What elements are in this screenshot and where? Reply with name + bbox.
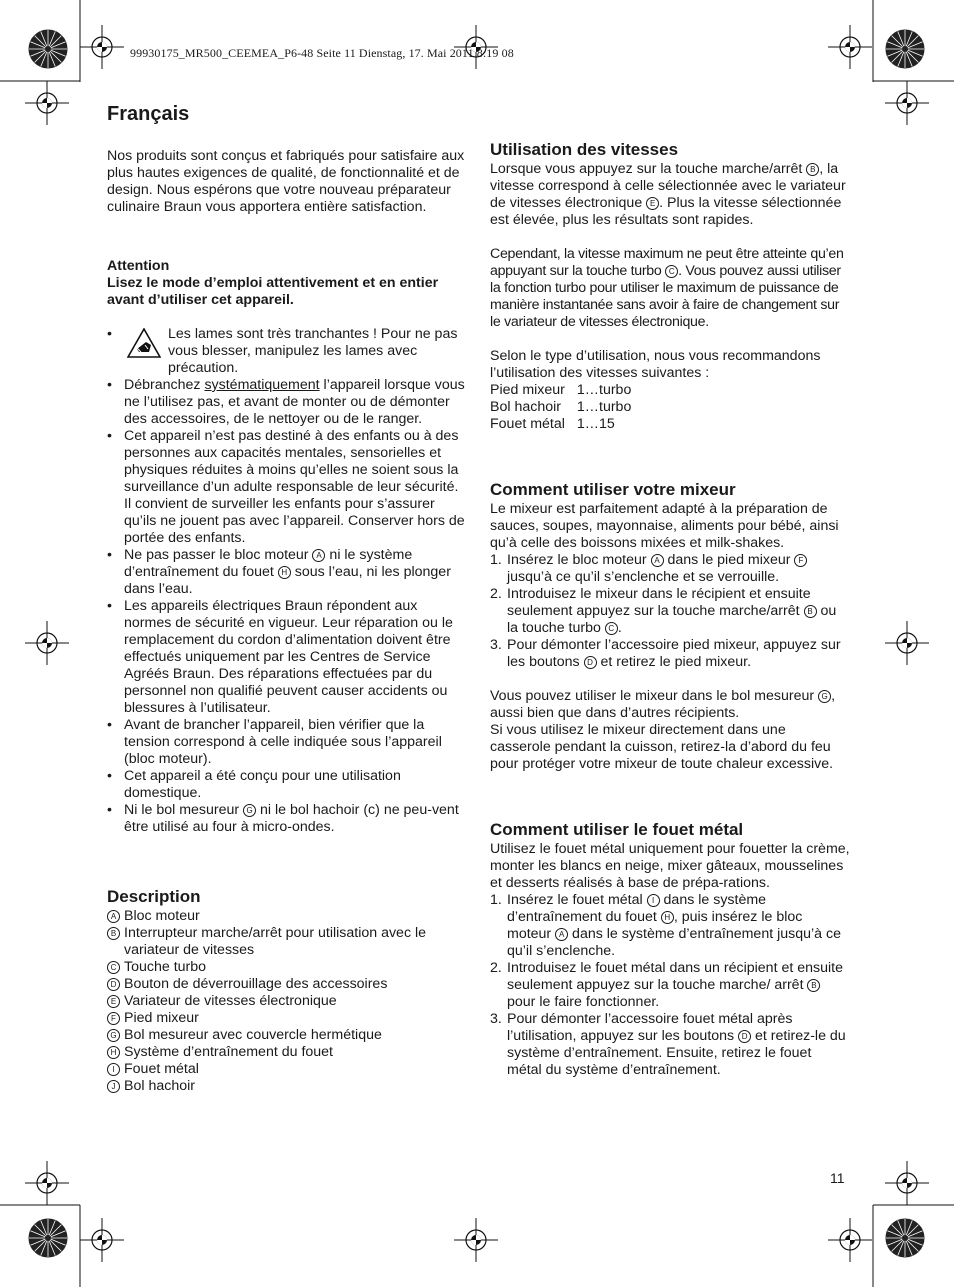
text: jusqu’à ce qu’il s’enclenche et se verrouille. bbox=[507, 569, 780, 585]
description-text: Interrupteur marche/arrêt pour utilisation avec le variateur de vitesses bbox=[124, 925, 427, 958]
safety-text: Cet appareil n’est pas destiné à des enfants ou à des personnes aux capacités mentales, sensorielles et physiques réduites à moins qu’elles ne soient sous la surveillance d’un adulte responsable de leur sécurité. bbox=[124, 428, 459, 495]
text: , aussi bien que dans d’autres récipients. bbox=[490, 688, 836, 721]
description-text: Variateur de vitesses électronique bbox=[124, 993, 337, 1009]
speed-row bbox=[490, 416, 631, 433]
safety-text: Avant de brancher l’appareil, bien vérifier que la tension correspond à celle indiquée sous l’appareil (bloc moteur). bbox=[124, 717, 442, 767]
description-list bbox=[107, 908, 467, 1095]
letter-b-marker: B bbox=[807, 979, 820, 992]
letter-h-marker: H bbox=[661, 911, 674, 924]
text: , la vitesse correspond à celle sélectionnée avec le variateur de vitesses électronique bbox=[490, 161, 846, 211]
letter-marker: G bbox=[107, 1029, 120, 1042]
text: Introduisez le fouet métal dans un récipient et ensuite seulement appuyez sur la touche marche/ arrêt bbox=[507, 960, 843, 993]
letter-b-marker: B bbox=[806, 163, 819, 176]
safety-text: Les appareils électriques Braun répondent aux normes de sécurité en vigueur. Leur réparation ou le remplacement du cordon d’alimentation doivent être effectués uniquement par les Centres de Service Agréés Braun. Des réparations effectuées par du personnel non qualifié peuvent causer accidents ou blessures à l’utilisateur. bbox=[124, 598, 453, 716]
letter-marker: H bbox=[107, 1046, 120, 1059]
description-item bbox=[107, 1061, 467, 1078]
speed-range: 1…turbo bbox=[576, 382, 632, 398]
text: dans le système d’entraînement jusqu’à ce qu’il s’enclenche. bbox=[507, 926, 841, 959]
description-item bbox=[107, 1027, 467, 1044]
letter-marker: J bbox=[107, 1080, 120, 1093]
mixer-steps bbox=[490, 552, 850, 671]
safety-item-water bbox=[107, 547, 467, 598]
mixer-step-3 bbox=[490, 637, 850, 671]
safety-item-repairs bbox=[107, 598, 467, 717]
safety-text: l’appareil lorsque vous ne l’utilisez pas, et avant de monter ou de démonter des accessoires, de le nettoyer ou de le ranger. bbox=[124, 377, 465, 427]
description-text: Pied mixeur bbox=[124, 1010, 199, 1026]
page-number: 11 bbox=[830, 1170, 845, 1186]
text: , puis insérez le bloc moteur bbox=[507, 909, 803, 942]
mixer-step-1 bbox=[490, 552, 850, 586]
safety-item-voltage bbox=[107, 717, 467, 768]
description-item bbox=[107, 1010, 467, 1027]
description-item bbox=[107, 976, 467, 993]
letter-g-marker: G bbox=[818, 690, 831, 703]
description-text: Fouet métal bbox=[124, 1061, 199, 1077]
letter-marker: D bbox=[107, 978, 120, 991]
letter-marker: E bbox=[107, 995, 120, 1008]
description-item bbox=[107, 1044, 467, 1061]
description-text: Bol mesureur avec couvercle hermétique bbox=[124, 1027, 382, 1043]
safety-list bbox=[107, 326, 467, 836]
letter-d-marker: D bbox=[738, 1030, 751, 1043]
safety-text: Débranchez bbox=[124, 377, 205, 393]
page-title: Français bbox=[107, 103, 190, 125]
letter-b-marker: B bbox=[804, 605, 817, 618]
description-item bbox=[107, 925, 467, 959]
speed-range: 1…turbo bbox=[576, 399, 632, 415]
description-item bbox=[107, 959, 467, 976]
letter-a-marker: A bbox=[555, 928, 568, 941]
letter-f-marker: F bbox=[794, 554, 807, 567]
description-text: Bloc moteur bbox=[124, 908, 200, 924]
speed-accessory: Bol hachoir bbox=[490, 399, 561, 415]
speed-accessory: Fouet métal bbox=[490, 416, 565, 432]
text: Vous pouvez utiliser le mixeur dans le bol mesureur bbox=[490, 688, 819, 704]
step-number: 2. bbox=[490, 960, 502, 976]
safety-text: ni le système d’entraînement du fouet bbox=[124, 547, 413, 580]
right-column bbox=[490, 139, 850, 1079]
safety-text: Ni le bol mesureur bbox=[124, 802, 244, 818]
whisk-steps bbox=[490, 892, 850, 1079]
description-item bbox=[107, 993, 467, 1010]
safety-item-children bbox=[107, 428, 467, 547]
text: Lorsque vous appuyez sur la touche marche/arrêt bbox=[490, 161, 807, 177]
text: . bbox=[617, 620, 622, 636]
description-item bbox=[107, 1078, 467, 1095]
letter-marker: C bbox=[107, 961, 120, 974]
left-column bbox=[107, 100, 467, 1095]
letter-a-marker: A bbox=[312, 549, 325, 562]
letter-c-marker: C bbox=[605, 622, 618, 635]
sharp-blades-warning-icon bbox=[127, 328, 161, 358]
letter-c-marker: C bbox=[665, 265, 678, 278]
safety-text: ni le bol hachoir (c) ne peu-vent être utilisé au four à micro-ondes. bbox=[124, 802, 459, 835]
speed-table bbox=[490, 382, 631, 433]
step-number: 3. bbox=[490, 1011, 502, 1027]
description-item bbox=[107, 908, 467, 925]
whisk-step-2 bbox=[490, 960, 850, 1011]
safety-text: Ne pas passer le bloc moteur bbox=[124, 547, 313, 563]
whisk-step-1 bbox=[490, 892, 850, 960]
speeds-paragraph-1 bbox=[490, 161, 850, 229]
safety-item-microwave bbox=[107, 802, 467, 836]
letter-g-marker: G bbox=[243, 804, 256, 817]
step-number: 1. bbox=[490, 552, 502, 568]
speeds-title: Utilisation des vitesses bbox=[490, 140, 679, 159]
text: et retirez le pied mixeur. bbox=[596, 654, 752, 670]
mixer-step-2 bbox=[490, 586, 850, 637]
text: ou la touche turbo bbox=[507, 603, 837, 636]
description-text: Bouton de déverrouillage des accessoires bbox=[124, 976, 388, 992]
whisk-intro: Utilisez le fouet métal uniquement pour fouetter la crème, monter les blancs en neige, mixer gâteaux, mousselines et desserts réalisés à base de prépa-rations. bbox=[490, 841, 850, 891]
letter-marker: A bbox=[107, 910, 120, 923]
safety-text: sous l’eau, ni les plonger dans l’eau. bbox=[124, 564, 451, 597]
text: Pour démonter l’accessoire fouet métal après l’utilisation, appuyez sur les boutons bbox=[507, 1011, 793, 1044]
description-text: Bol hachoir bbox=[124, 1078, 195, 1094]
letter-marker: I bbox=[107, 1063, 120, 1076]
attention-text: Lisez le mode d’emploi attentivement et en entier avant d’utiliser cet appareil. bbox=[107, 275, 439, 308]
text: dans le système d’entraînement du fouet bbox=[507, 892, 767, 925]
letter-i-marker: I bbox=[647, 894, 660, 907]
text: et retirez-le du système d’entraînement. Ensuite, retirez le fouet métal du système d’entraînement. bbox=[507, 1028, 846, 1078]
text: Insérez le bloc moteur bbox=[507, 552, 651, 568]
attention-title: Attention bbox=[107, 258, 170, 274]
speed-row bbox=[490, 399, 631, 416]
mixer-paragraph-3: Si vous utilisez le mixeur directement dans une casserole pendant la cuisson, retirez-la d’abord du feu pour protéger votre mixeur de toute chaleur excessive. bbox=[490, 722, 834, 772]
step-number: 3. bbox=[490, 637, 502, 653]
safety-text: Cet appareil a été conçu pour une utilisation domestique. bbox=[124, 768, 401, 801]
safety-text: Il convient de surveiller les enfants pour s’assurer qu’ils ne jouent pas avec l’appareil. Conserver hors de portée des enfants. bbox=[124, 496, 465, 546]
text: pour le faire fonctionner. bbox=[507, 994, 660, 1010]
speeds-paragraph-2 bbox=[490, 246, 850, 331]
letter-h-marker: H bbox=[278, 566, 291, 579]
whisk-title: Comment utiliser le fouet métal bbox=[490, 820, 744, 839]
letter-marker: B bbox=[107, 927, 120, 940]
letter-a-marker: A bbox=[651, 554, 664, 567]
text: Introduisez le mixeur dans le récipient et ensuite seulement appuyez sur la touche marche/arrêt bbox=[507, 586, 811, 619]
speed-row bbox=[490, 382, 631, 399]
description-text: Système d’entraînement du fouet bbox=[124, 1044, 333, 1060]
safety-item-blades bbox=[107, 326, 467, 377]
letter-e-marker: E bbox=[646, 197, 659, 210]
text: Pour démonter l’accessoire pied mixeur, appuyez sur les boutons bbox=[507, 637, 841, 670]
text: dans le pied mixeur bbox=[663, 552, 795, 568]
safety-underlined-word: systématiquement bbox=[204, 377, 320, 393]
mixer-intro: Le mixeur est parfaitement adapté à la préparation de sauces, soupes, mayonnaise, aliments pour bébé, ainsi qu’à celle des boissons mixées et milk-shakes. bbox=[490, 501, 839, 551]
description-title: Description bbox=[107, 887, 201, 906]
mixer-title: Comment utiliser votre mixeur bbox=[490, 480, 736, 499]
safety-item-unplug bbox=[107, 377, 467, 428]
description-text: Touche turbo bbox=[124, 959, 207, 975]
text: Cependant, la vitesse maximum ne peut être atteinte qu’en appuyant sur la touche turbo bbox=[490, 246, 844, 279]
step-number: 1. bbox=[490, 892, 502, 908]
intro-paragraph: Nos produits sont conçus et fabriqués pour satisfaire aux plus hautes exigences de qualité, de fonctionnalité et de design. Nous espérons que votre nouveau préparateur culinaire Braun vous apportera entière satisfaction. bbox=[107, 148, 465, 215]
text: Insérez le fouet métal bbox=[507, 892, 647, 908]
print-header: 99930175_MR500_CEEMEA_P6-48 Seite 11 Dienstag, 17. Mai 2011 8:19 08 bbox=[130, 46, 514, 60]
speed-accessory: Pied mixeur bbox=[490, 382, 565, 398]
speeds-paragraph-3: Selon le type d’utilisation, nous vous recommandons l’utilisation des vitesses suivantes : bbox=[490, 348, 821, 381]
safety-text-blades: Les lames sont très tranchantes ! Pour ne pas vous blesser, manipulez les lames avec précaution. bbox=[168, 326, 458, 376]
safety-item-domestic bbox=[107, 768, 467, 802]
speed-range: 1…15 bbox=[576, 416, 615, 432]
step-number: 2. bbox=[490, 586, 502, 602]
mixer-paragraph-2 bbox=[490, 688, 850, 722]
letter-d-marker: D bbox=[584, 656, 597, 669]
letter-marker: F bbox=[107, 1012, 120, 1025]
text: . Vous pouvez aussi utiliser la fonction turbo pour utiliser le maximum de puissance de manière instantanée sans avoir à faire de changement sur le variateur de vitesses électronique. bbox=[490, 263, 841, 330]
whisk-step-3 bbox=[490, 1011, 850, 1079]
text: . Plus la vitesse sélectionnée est élevée, plus les résultats sont rapides. bbox=[490, 195, 842, 228]
